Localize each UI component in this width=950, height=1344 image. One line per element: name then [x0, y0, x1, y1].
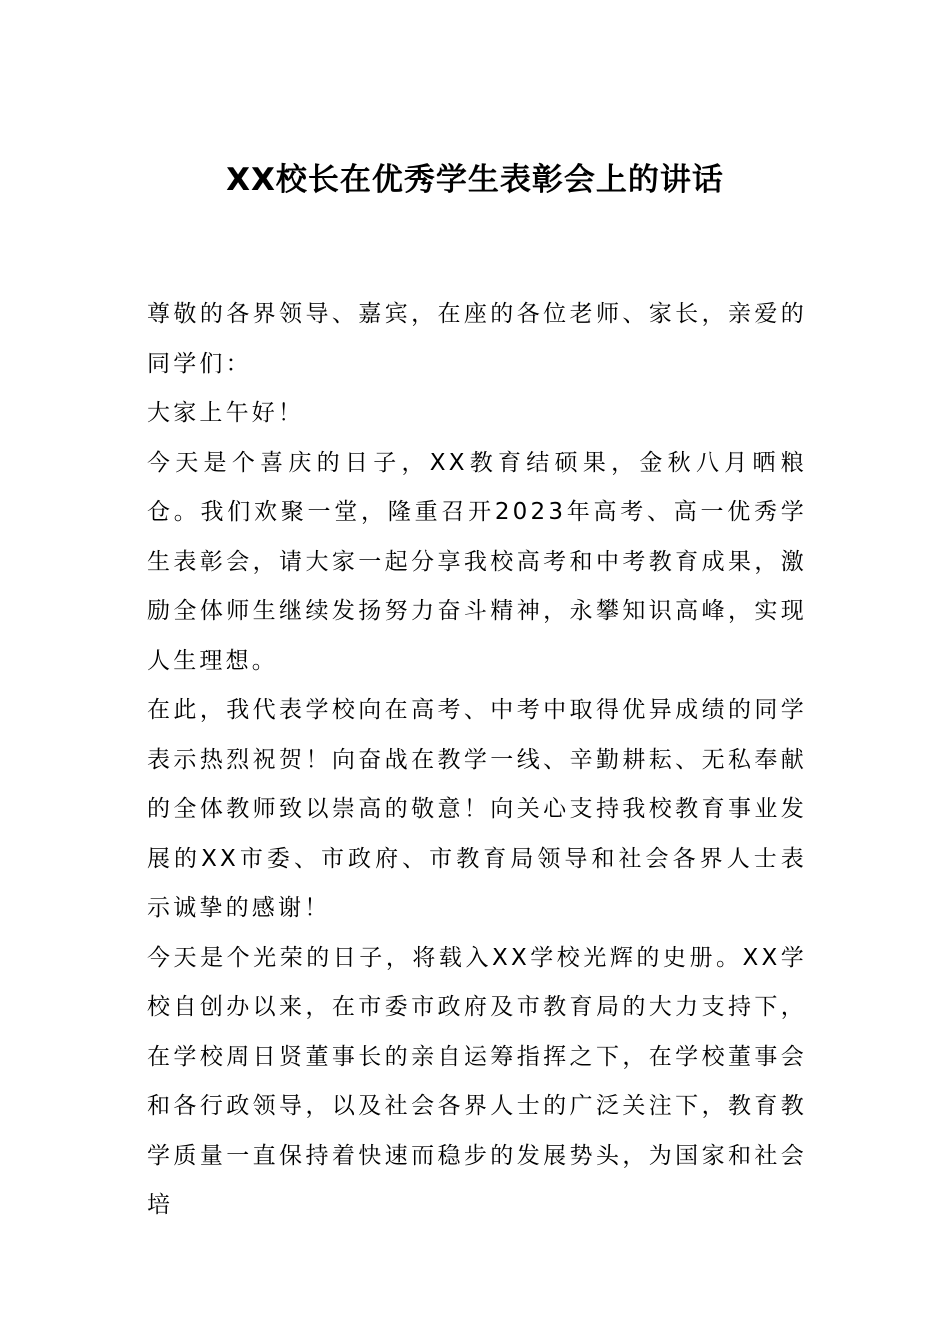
paragraph-greeting: 大家上午好！: [147, 400, 305, 426]
paragraph-celebration: 今天是个喜庆的日子，XX教育结硕果，金秋八月晒粮仓。我们欢聚一堂，隆重召开2023年高考、高一优秀学生表彰会，请大家一起分享我校高考和中考教育成果，激励全体师生继续发扬努力奋斗精神，永攀知识高峰，实现人生理想。: [147, 449, 807, 674]
paragraph-salutation: 尊敬的各界领导、嘉宾，在座的各位老师、家长，亲爱的同学们：: [147, 301, 807, 377]
paragraph-school-history: 今天是个光荣的日子，将载入XX学校光辉的史册。XX学校自创办以来，在市委市政府及市教育局的大力支持下，在学校周日贤董事长的亲自运筹指挥之下，在学校董事会和各行政领导，以及社会各界人士的广泛关注下，教育教学质量一直保持着快速而稳步的发展势头，为国家和社会培: [147, 944, 807, 1218]
paragraph-congratulations: 在此，我代表学校向在高考、中考中取得优异成绩的同学表示热烈祝贺！向奋战在教学一线、辛勤耕耘、无私奉献的全体教师致以崇高的敬意！向关心支持我校教育事业发展的XX市委、市政府、市教育局领导和社会各界人士表示诚挚的感谢！: [147, 697, 807, 921]
document-title: XX校长在优秀学生表彰会上的讲话: [226, 162, 724, 198]
document-body: [147, 290, 807, 1231]
